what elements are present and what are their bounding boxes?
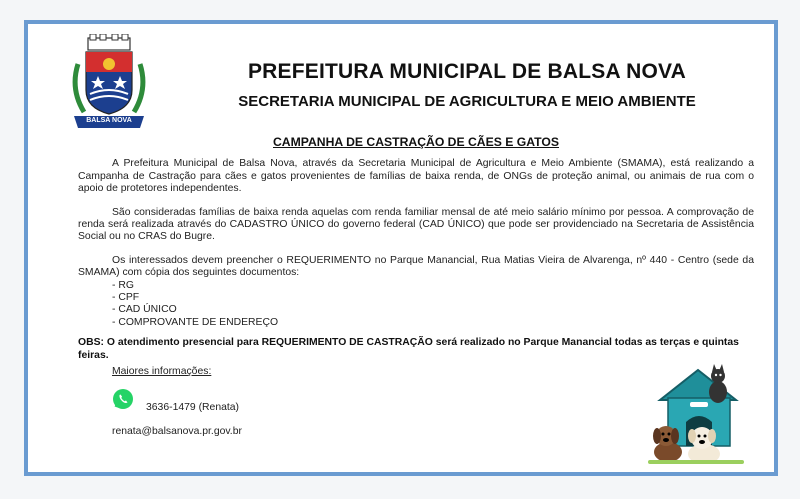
obs-note: OBS: O atendimento presencial para REQUERIMENTO DE CASTRAÇÃO será realizado no Parque Manancial todas as terças e quintas feiras. bbox=[78, 337, 739, 361]
contact-email[interactable]: renata@balsanova.pr.gov.br bbox=[112, 426, 242, 437]
notice-content bbox=[78, 136, 754, 362]
list-item: - CPF bbox=[112, 292, 140, 304]
paragraph-requirements-text: Os interessados devem preencher o REQUERIMENTO no Parque Manancial, Rua Matias Vieira de Alvarenga, nº 440 - Centro (sede da SMAMA) com cópia dos seguintes documentos: bbox=[78, 254, 754, 279]
logo-ribbon-text: BALSA NOVA bbox=[86, 117, 132, 124]
notice-frame bbox=[24, 20, 778, 476]
header bbox=[178, 54, 756, 114]
whatsapp-icon bbox=[112, 388, 134, 410]
more-info-heading: Maiores informações: bbox=[112, 366, 212, 377]
documents-list bbox=[78, 280, 754, 330]
list-item: - COMPROVANTE DE ENDEREÇO bbox=[112, 316, 279, 328]
paragraph-income-text: São consideradas famílias de baixa renda aquelas com renda familiar mensal de até meio salário mínimo por pessoa. A comprovação de renda será realizada através do CADASTRO ÚNICO do governo federal (CAD ÚNICO) que pode ser providenciado na Secretaria de Assistência Social ou no CRAS do Bugre. bbox=[78, 206, 754, 243]
page-title: PREFEITURA MUNICIPAL DE BALSA NOVA bbox=[247, 60, 687, 83]
pets-doghouse-illustration bbox=[640, 352, 750, 468]
balsa-nova-coat-of-arms bbox=[68, 34, 150, 130]
paragraph-intro bbox=[78, 158, 754, 195]
page-subtitle: SECRETARIA MUNICIPAL DE AGRICULTURA E MEIO AMBIENTE bbox=[238, 93, 696, 110]
coat-of-arms-icon bbox=[68, 34, 150, 130]
phone-number: 3636-1479 (Renata) bbox=[146, 402, 240, 413]
campaign-title: CAMPANHA DE CASTRAÇÃO DE CÃES E GATOS bbox=[273, 135, 559, 149]
list-item: - RG bbox=[112, 279, 134, 291]
contact-section bbox=[112, 366, 242, 437]
list-item: - CAD ÚNICO bbox=[112, 304, 177, 316]
paragraph-income bbox=[78, 207, 754, 244]
paragraph-requirements bbox=[78, 255, 754, 280]
paragraph-intro-text: A Prefeitura Municipal de Balsa Nova, através da Secretaria Municipal de Agricultura e Meio Ambiente (SMAMA), está realizando a Campanha de Castração para cães e gatos provenientes de famílias de baixa renda, de ONGs de proteção animal, ou animais de rua com o apoio de protetores independentes. bbox=[78, 158, 754, 195]
phone-row bbox=[112, 388, 312, 418]
